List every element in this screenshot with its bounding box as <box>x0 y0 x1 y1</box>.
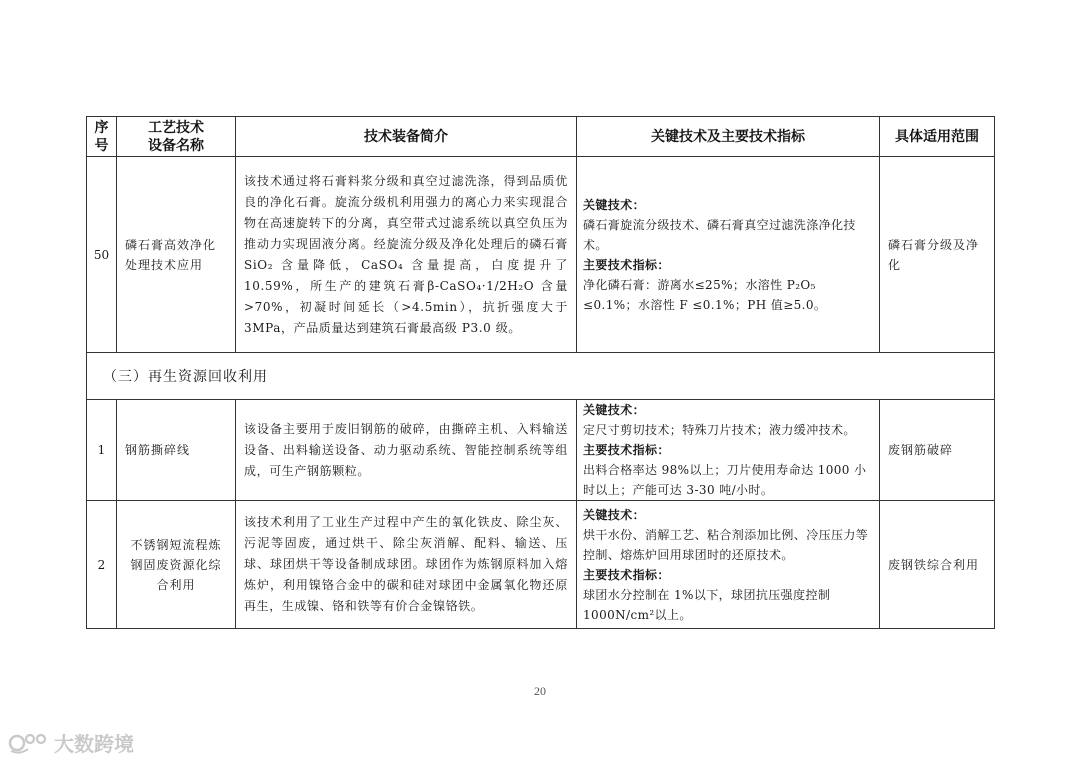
tech-index-label: 主要技术指标： <box>583 257 670 272</box>
header-seq-line1: 序 <box>94 119 109 136</box>
catalog-table <box>86 116 995 629</box>
key-tech-label: 关键技术： <box>583 507 646 522</box>
tech-index-text: 球团水分控制在 1%以下，球团抗压强度控制 1000N/cm²以上。 <box>583 587 831 622</box>
tech-index-label: 主要技术指标： <box>583 443 670 457</box>
process-name: 不锈钢短流程炼钢固废资源化综合利用 <box>117 501 236 629</box>
row-number: 2 <box>87 501 117 629</box>
tech-index-text: 净化磷石膏：游离水≤25%；水溶性 P₂O₅ ≤0.1%；水溶性 F ≤0.1%；PH 值≥5.0。 <box>583 277 827 312</box>
scope: 废钢铁综合利用 <box>880 501 995 629</box>
scope: 废钢筋破碎 <box>880 400 995 501</box>
key-tech-cell <box>577 501 880 629</box>
table-row <box>87 400 995 501</box>
header-name <box>117 117 236 157</box>
row-number: 50 <box>87 157 117 353</box>
watermark-text: 大数跨境 <box>54 732 134 756</box>
header-key-tech: 关键技术及主要技术指标 <box>577 117 880 157</box>
section-title: （三）再生资源回收利用 <box>87 353 995 400</box>
equipment-intro: 该设备主要用于废旧钢筋的破碎，由撕碎主机、入料输送设备、出料输送设备、动力驱动系统、智能控制系统等组成，可生产钢筋颗粒。 <box>236 400 577 501</box>
tech-index-text: 出料合格率达 98%以上；刀片使用寿命达 1000 小时以上；产能可达 3-30 吨/小时。 <box>583 463 867 497</box>
header-name-line2: 设备名称 <box>148 137 204 154</box>
process-name: 钢筋撕碎线 <box>117 400 236 501</box>
key-tech-text: 烘干水份、消解工艺、粘合剂添加比例、冷压压力等控制、熔炼炉回用球团时的还原技术。 <box>583 527 869 562</box>
table-row <box>87 157 995 353</box>
row-number: 1 <box>87 400 117 501</box>
header-seq <box>87 117 117 157</box>
watermark-logo-icon <box>8 731 50 755</box>
header-seq-line2: 号 <box>94 137 109 154</box>
equipment-intro: 该技术利用了工业生产过程中产生的氧化铁皮、除尘灰、污泥等固废，通过烘干、除尘灰消解、配料、输送、压球、球团烘干等设备制成球团。球团作为炼钢原料加入熔炼炉，利用镍铬合金中的碳和硅对球团中金属氧化物还原再生，生成镍、铬和铁等有价合金镍铬铁。 <box>236 501 577 629</box>
process-name: 磷石膏高效净化处理技术应用 <box>117 157 236 353</box>
page-number: 20 <box>534 684 546 698</box>
key-tech-label: 关键技术： <box>583 197 646 212</box>
section-row <box>87 353 995 400</box>
tech-index-label: 主要技术指标： <box>583 567 670 582</box>
key-tech-label: 关键技术： <box>583 403 646 417</box>
scope: 磷石膏分级及净化 <box>880 157 995 353</box>
table-header-row <box>87 117 995 157</box>
equipment-intro: 该技术通过将石膏料浆分级和真空过滤洗涤，得到品质优良的净化石膏。旋流分级机利用强力的离心力来实现混合物在高速旋转下的分离，真空带式过滤系统以真空负压为推动力实现固液分离。经旋流分级及净化处理后的磷石膏 SiO₂ 含量降低，CaSO₄ 含量提高，白度提升了 10.59%，所生产的建筑石膏β-CaSO₄·1/2H₂O 含量>70%，初凝时间延长（>4.5min），抗折强度大于 3MPa，产品质量达到建筑石膏最高级 P3.0 级。 <box>236 157 577 353</box>
watermark <box>8 728 134 757</box>
key-tech-cell <box>577 400 880 501</box>
header-intro: 技术装备简介 <box>236 117 577 157</box>
key-tech-cell <box>577 157 880 353</box>
header-scope: 具体适用范围 <box>880 117 995 157</box>
key-tech-text: 定尺寸剪切技术；特殊刀片技术；液力缓冲技术。 <box>583 423 856 437</box>
header-name-line1: 工艺技术 <box>148 119 204 136</box>
key-tech-text: 磷石膏旋流分级技术、磷石膏真空过滤洗涤净化技术。 <box>583 217 856 252</box>
table-row <box>87 501 995 629</box>
